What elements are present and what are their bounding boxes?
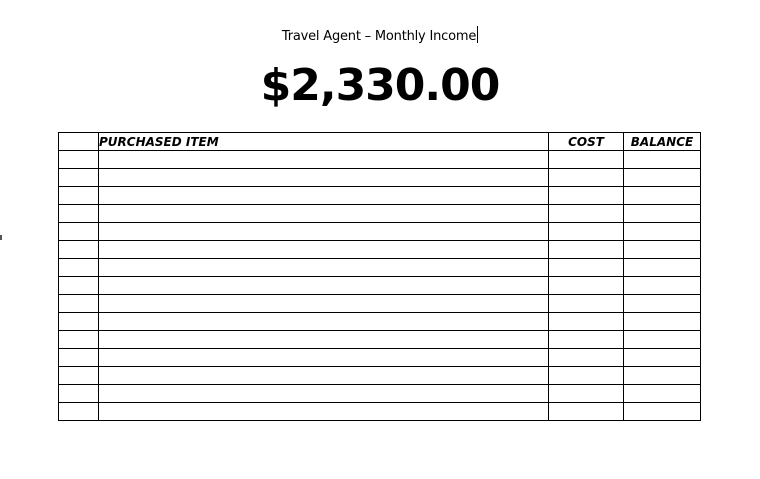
purchased-item-cell[interactable] [99,277,549,295]
balance-cell[interactable] [624,169,701,187]
balance-cell[interactable] [624,187,701,205]
table-header-row [59,133,701,151]
row-number-cell[interactable] [59,331,99,349]
table-row [59,187,701,205]
table-row [59,151,701,169]
cost-cell[interactable] [549,169,624,187]
purchased-item-cell[interactable] [99,385,549,403]
row-number-cell[interactable] [59,403,99,421]
table-row [59,277,701,295]
cost-cell[interactable] [549,151,624,169]
purchase-ledger-table [58,132,701,421]
table-row [59,169,701,187]
balance-cell[interactable] [624,241,701,259]
row-number-cell[interactable] [59,295,99,313]
table-row [59,241,701,259]
header-purchased-item[interactable]: PURCHASED ITEM [99,133,549,151]
cost-cell[interactable] [549,187,624,205]
purchased-item-cell[interactable] [99,223,549,241]
table-row [59,385,701,403]
cost-cell[interactable] [549,313,624,331]
purchased-item-cell[interactable] [99,151,549,169]
table-row [59,205,701,223]
balance-cell[interactable] [624,223,701,241]
purchased-item-cell[interactable] [99,367,549,385]
purchased-item-cell[interactable] [99,403,549,421]
cost-cell[interactable] [549,403,624,421]
header-balance[interactable]: BALANCE [624,133,701,151]
header-blank[interactable] [59,133,99,151]
balance-cell[interactable] [624,259,701,277]
balance-cell[interactable] [624,205,701,223]
income-amount[interactable]: $2,330.00 [260,60,500,111]
table-row [59,223,701,241]
table-row [59,349,701,367]
row-number-cell[interactable] [59,169,99,187]
subtitle-text: Travel Agent – Monthly Income [281,29,477,44]
margin-mark [0,235,2,240]
cost-cell[interactable] [549,331,624,349]
balance-cell[interactable] [624,277,701,295]
purchased-item-cell[interactable] [99,349,549,367]
purchased-item-cell[interactable] [99,205,549,223]
purchased-item-cell[interactable] [99,187,549,205]
cost-cell[interactable] [549,295,624,313]
balance-cell[interactable] [624,385,701,403]
balance-cell[interactable] [624,151,701,169]
text-cursor [477,26,478,43]
row-number-cell[interactable] [59,205,99,223]
purchased-item-cell[interactable] [99,331,549,349]
balance-cell[interactable] [624,367,701,385]
cost-cell[interactable] [549,205,624,223]
balance-cell[interactable] [624,313,701,331]
cost-cell[interactable] [549,385,624,403]
row-number-cell[interactable] [59,385,99,403]
cost-cell[interactable] [549,277,624,295]
row-number-cell[interactable] [59,259,99,277]
purchased-item-cell[interactable] [99,295,549,313]
row-number-cell[interactable] [59,313,99,331]
table-body [59,151,701,421]
row-number-cell[interactable] [59,367,99,385]
row-number-cell[interactable] [59,277,99,295]
purchased-item-cell[interactable] [99,313,549,331]
row-number-cell[interactable] [59,349,99,367]
balance-cell[interactable] [624,349,701,367]
cost-cell[interactable] [549,223,624,241]
cost-cell[interactable] [549,349,624,367]
purchased-item-cell[interactable] [99,169,549,187]
table-row [59,331,701,349]
table-row [59,295,701,313]
table-row [59,313,701,331]
row-number-cell[interactable] [59,187,99,205]
cost-cell[interactable] [549,259,624,277]
table-row [59,259,701,277]
table-row [59,403,701,421]
balance-cell[interactable] [624,331,701,349]
document-subtitle[interactable] [0,26,760,44]
row-number-cell[interactable] [59,223,99,241]
purchased-item-cell[interactable] [99,241,549,259]
balance-cell[interactable] [624,403,701,421]
row-number-cell[interactable] [59,151,99,169]
row-number-cell[interactable] [59,241,99,259]
purchased-item-cell[interactable] [99,259,549,277]
cost-cell[interactable] [549,241,624,259]
balance-cell[interactable] [624,295,701,313]
table-row [59,367,701,385]
cost-cell[interactable] [549,367,624,385]
header-cost[interactable]: COST [549,133,624,151]
